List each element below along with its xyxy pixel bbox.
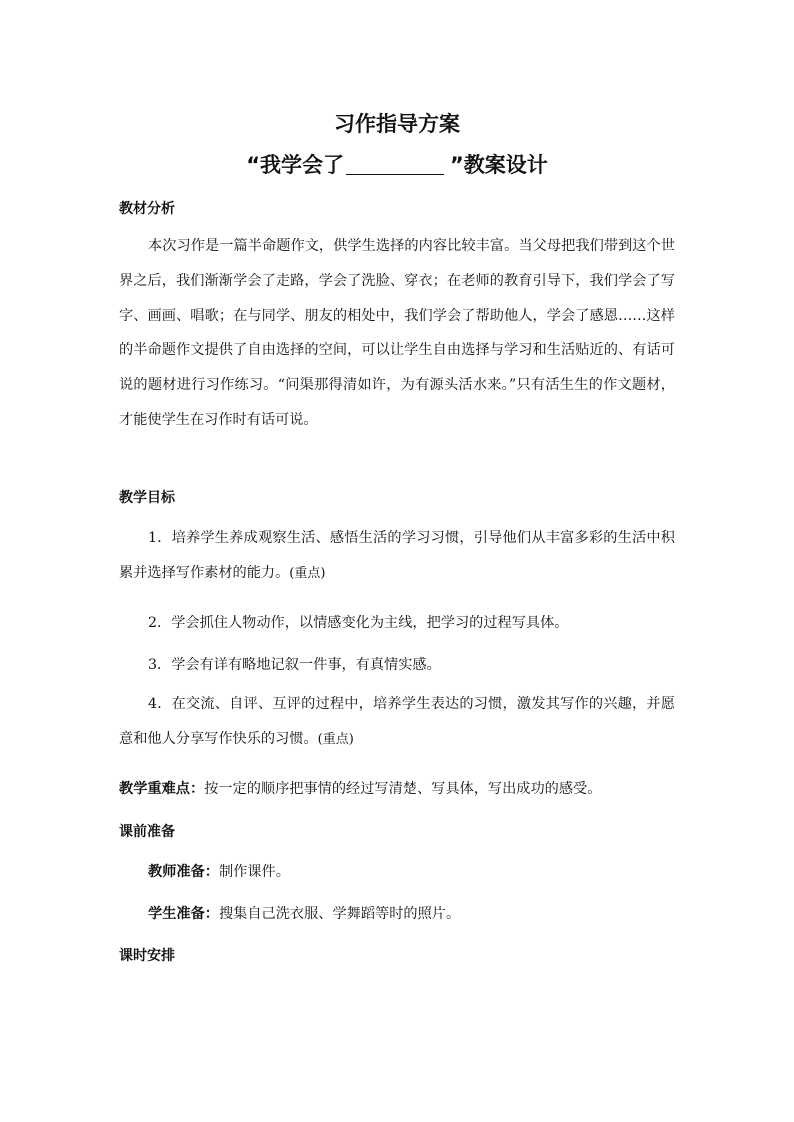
subtitle-suffix: ”教案设计 — [450, 153, 548, 177]
student-preparation-label: 学生准备： — [148, 906, 219, 922]
teaching-goal-4 — [119, 687, 675, 758]
teaching-goal-1 — [119, 521, 675, 592]
document-title: 习作指导方案 — [334, 112, 460, 136]
material-analysis-paragraph: 本次习作是一篇半命题作文，供学生选择的内容比较丰富。当父母把我们带到这个世界之后，我们渐渐学会了走路，学会了洗脸、穿衣；在老师的教育引导下，我们学会了写字、画画、唱歌；在与同学、朋友的相处中，我们学会了帮助他人，学会了感恩……这样的半命题作文提供了自由选择的空间，可以让学生自由选择与学习和生活贴近的、有话可说的题材进行习作练习。“问渠那得清如许，为有源头活水来。”只有活生生的作文题材，才能使学生在习作时有话可说。 — [119, 238, 675, 428]
goal-1-text: 1．培养学生养成观察生活、感悟生活的学习习惯，引导他们从丰富多彩的生活中积累并选择写作素材的能力。 — [119, 530, 675, 581]
student-preparation-text: 搜集自己洗衣服、学舞蹈等时的照片。 — [218, 906, 461, 922]
teacher-preparation-text: 制作课件。 — [218, 864, 290, 880]
teacher-preparation — [148, 861, 290, 881]
document-subtitle — [0, 149, 794, 179]
fill-in-blank — [346, 154, 444, 175]
subtitle-prefix: “我学会了 — [246, 153, 344, 177]
teaching-goal-3: 3．学会有详有略地记叙一件事，有真情实感。 — [148, 657, 441, 673]
goal-1-emphasis: (重点) — [289, 565, 326, 581]
key-difficulties — [119, 778, 601, 798]
goal-4-emphasis: (重点) — [317, 731, 354, 747]
student-preparation — [148, 903, 460, 923]
section-heading-schedule: 课时安排 — [119, 948, 175, 964]
teaching-goal-2: 2．学会抓住人物动作，以情感变化为主线，把学习的过程写具体。 — [148, 615, 569, 631]
section-heading-material-analysis: 教材分析 — [119, 201, 175, 217]
teacher-preparation-label: 教师准备： — [148, 864, 219, 880]
section-heading-teaching-goals: 教学目标 — [119, 490, 175, 506]
key-difficulties-label: 教学重难点： — [119, 781, 205, 797]
section-heading-preparation: 课前准备 — [119, 824, 175, 840]
goal-4-text: 4．在交流、自评、互评的过程中，培养学生表达的习惯，激发其写作的兴趣，并愿意和他人分享写作快乐的习惯。 — [119, 696, 675, 747]
key-difficulties-text: 按一定的顺序把事情的经过写清楚、写具体，写出成功的感受。 — [204, 781, 602, 797]
